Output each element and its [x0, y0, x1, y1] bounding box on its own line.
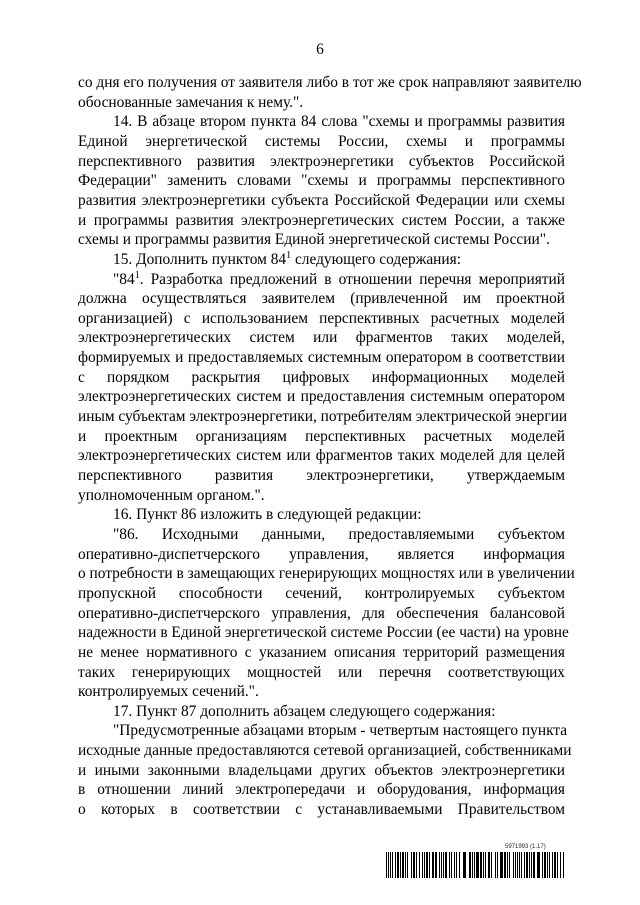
text-segment: иным субъектам электроэнергетики, потребителям электрической энергии: [78, 408, 568, 426]
text-line: [78, 93, 565, 113]
barcode-bar: [405, 852, 406, 878]
barcode-bar: [563, 852, 564, 878]
barcode-bar: [513, 852, 514, 878]
text-line: [113, 721, 568, 741]
barcode-bar: [485, 852, 486, 878]
text-segment: обоснованные замечания к нему.".: [78, 93, 304, 111]
text-line: [78, 682, 565, 702]
text-line: [78, 191, 565, 211]
text-line: [78, 328, 565, 348]
text-segment: перспективного развития электроэнергетики, утверждаемым: [78, 467, 565, 484]
text-line: [78, 780, 565, 800]
superscript: 1: [286, 249, 292, 261]
barcode-bar: [439, 852, 440, 878]
text-line: [78, 427, 565, 447]
barcode-bar: [549, 852, 550, 878]
text-line: [78, 486, 565, 506]
text-line: [78, 348, 565, 368]
text-segment: о которых в соответствии с устанавливаемыми Правительством: [78, 801, 565, 819]
text-segment: с порядком раскрытия цифровых информационных моделей: [78, 368, 565, 386]
text-line: [78, 368, 565, 388]
text-segment: электроэнергетических систем или фрагментов таких моделей,: [78, 329, 565, 347]
barcode-bar: [456, 852, 457, 878]
text-line: [113, 250, 565, 270]
barcode-bar: [419, 852, 420, 878]
barcode-bar: [509, 852, 510, 878]
barcode-bar: [504, 852, 506, 878]
barcode-bar: [445, 852, 447, 878]
barcode-bar: [507, 852, 508, 878]
text-segment: в отношении линий электропередачи и оборудования, информация: [78, 781, 565, 799]
text-line: [78, 407, 568, 427]
text-segment: Единой энергетической системы России, схемы и программы: [78, 132, 565, 150]
text-segment: оперативно-диспетчерского управления, является информация: [78, 545, 565, 563]
text-segment: таких генерирующих мощностей или перечня соответствующих: [78, 663, 565, 681]
barcode-bar: [388, 852, 389, 878]
barcode-bar: [552, 852, 553, 878]
barcode-bar: [422, 852, 423, 878]
text-segment: Федерации" заменить словами "схемы и программы перспективного: [78, 172, 565, 190]
barcode-bar: [517, 852, 518, 878]
text-line: [78, 289, 565, 309]
barcode-bar: [474, 852, 475, 878]
barcode-bar: [411, 852, 412, 878]
barcode-bar: [407, 852, 408, 878]
text-segment: исходные данные предоставляются сетевой организацией, собственниками: [78, 742, 572, 760]
barcode-bar: [469, 852, 471, 878]
barcode-caption: 5971993 (1.17): [505, 844, 546, 850]
text-line: [78, 623, 569, 643]
text-segment: и иными законными владельцами других объектов электроэнергетики: [78, 761, 565, 779]
barcode-bar: [497, 852, 498, 878]
text-segment: надежности в Единой энергетической системе России (ее части) на уровне: [78, 624, 569, 642]
text-segment: следующего содержания:: [291, 250, 462, 268]
barcode-bar: [402, 852, 404, 878]
text-segment: оперативно-диспетчерского управления, для обеспечения балансовой: [78, 604, 565, 622]
text-line: [78, 446, 565, 466]
barcode-bar: [531, 852, 532, 878]
text-segment: перспективного развития электроэнергетики субъектов Российской: [78, 152, 565, 170]
barcode-bar: [463, 852, 466, 878]
text-line: [78, 309, 565, 329]
barcode-bar: [416, 852, 417, 878]
text-segment: и проектным организациям перспективных расчетных моделей: [78, 427, 565, 445]
barcode-bar: [533, 852, 535, 878]
barcode-bar: [560, 852, 561, 878]
text-line: [78, 741, 572, 761]
barcode-bar: [413, 852, 415, 878]
barcode-bar: [397, 852, 399, 878]
text-line: [78, 132, 565, 152]
text-line: [78, 230, 565, 250]
barcode-bar: [519, 852, 520, 878]
barcode-bar: [390, 852, 391, 878]
text-segment: 17. Пункт 87 дополнить абзацем следующего содержания:: [113, 702, 496, 720]
barcode-bar: [449, 852, 450, 878]
text-line: [78, 604, 565, 624]
text-segment: должна осуществляться заявителем (привлеченной им проектной: [78, 290, 565, 308]
barcode-bar: [426, 852, 428, 878]
text-line: [78, 761, 565, 781]
barcode-bar: [435, 852, 437, 878]
text-segment: "86. Исходными данными, предоставляемыми субъектом: [113, 525, 565, 543]
barcode-bar: [495, 852, 496, 878]
text-segment: схемы и программы развития Единой энергетической системы России".: [78, 231, 550, 249]
barcode: [386, 852, 564, 878]
superscript: 1: [134, 269, 140, 281]
barcode-bar: [488, 852, 490, 878]
text-segment: формируемых и предоставляемых системным оператором в соответствии: [78, 349, 565, 367]
text-line: [78, 387, 565, 407]
barcode-bar: [515, 852, 516, 878]
text-segment: со дня его получения от заявителя либо в тот же срок направляют заявителю: [78, 74, 582, 91]
text-segment: и программы развития электроэнергетических систем России, а также: [78, 211, 565, 229]
barcode-bar: [524, 852, 525, 878]
text-segment: . Разработка предложений в отношении перечня мероприятий: [139, 270, 565, 288]
text-line: [78, 584, 565, 604]
text-line: [113, 505, 565, 525]
text-line: [78, 564, 575, 584]
text-line: [113, 702, 565, 722]
text-line: [78, 73, 582, 93]
text-line: [78, 152, 565, 172]
barcode-bar: [454, 852, 455, 878]
barcode-bar: [557, 852, 558, 878]
barcode-bar: [544, 852, 546, 878]
barcode-bar: [529, 852, 530, 878]
text-segment: организацией) с использованием перспективных расчетных моделей: [78, 309, 565, 327]
text-line: [113, 525, 565, 545]
text-segment: контролируемых сечений.".: [78, 683, 259, 701]
barcode-bar: [472, 852, 473, 878]
text-segment: "84: [113, 270, 135, 288]
text-line: [113, 112, 565, 132]
text-segment: 14. В абзаце втором пункта 84 слова "схемы и программы развития: [113, 113, 565, 131]
text-line: [78, 663, 565, 683]
text-line: [78, 171, 565, 191]
barcode-bar: [554, 852, 556, 878]
text-segment: электроэнергетических систем или фрагментов таких моделей для целей: [78, 447, 565, 465]
barcode-bar: [521, 852, 522, 878]
page-number: 6: [316, 41, 324, 58]
text-segment: электроэнергетических систем и предоставления системным оператором: [78, 388, 565, 406]
barcode-bar: [537, 852, 540, 878]
text-segment: "Предусмотренные абзацами вторым - четвертым настоящего пункта: [113, 722, 568, 740]
text-line: [78, 211, 565, 231]
barcode-bar: [542, 852, 543, 878]
barcode-bar: [483, 852, 484, 878]
barcode-bar: [441, 852, 442, 878]
text-segment: не менее нормативного с указанием описания территорий размещения: [78, 643, 565, 661]
text-segment: пропускной способности сечений, контролируемых субъектом: [78, 584, 565, 602]
text-segment: 15. Дополнить пунктом 84: [113, 250, 287, 268]
text-segment: 16. Пункт 86 изложить в следующей редакции:: [113, 506, 422, 524]
text-line: [78, 466, 565, 486]
text-line: [113, 270, 565, 290]
barcode-bar: [500, 852, 503, 878]
barcode-bar: [429, 852, 430, 878]
barcode-bar: [400, 852, 401, 878]
text-segment: развития электроэнергетики субъекта Российской Федерации или схемы: [78, 191, 565, 209]
text-segment: уполномоченным органом.".: [78, 486, 265, 504]
barcode-bar: [395, 852, 396, 878]
barcode-bar: [424, 852, 425, 878]
barcode-graphic: [386, 852, 564, 878]
barcode-bar: [451, 852, 452, 878]
barcode-bar: [480, 852, 482, 878]
barcode-bar: [443, 852, 444, 878]
barcode-bar: [432, 852, 434, 878]
text-line: [78, 643, 565, 663]
barcode-bar: [476, 852, 479, 878]
text-segment: о потребности в замещающих генерирующих мощностях или в увеличении: [78, 565, 575, 583]
text-line: [78, 800, 565, 820]
barcode-bar: [547, 852, 548, 878]
barcode-bar: [459, 852, 460, 878]
barcode-bar: [392, 852, 393, 878]
barcode-bar: [526, 852, 528, 878]
barcode-bar: [491, 852, 492, 878]
barcode-bar: [386, 852, 387, 878]
text-line: [78, 545, 565, 565]
